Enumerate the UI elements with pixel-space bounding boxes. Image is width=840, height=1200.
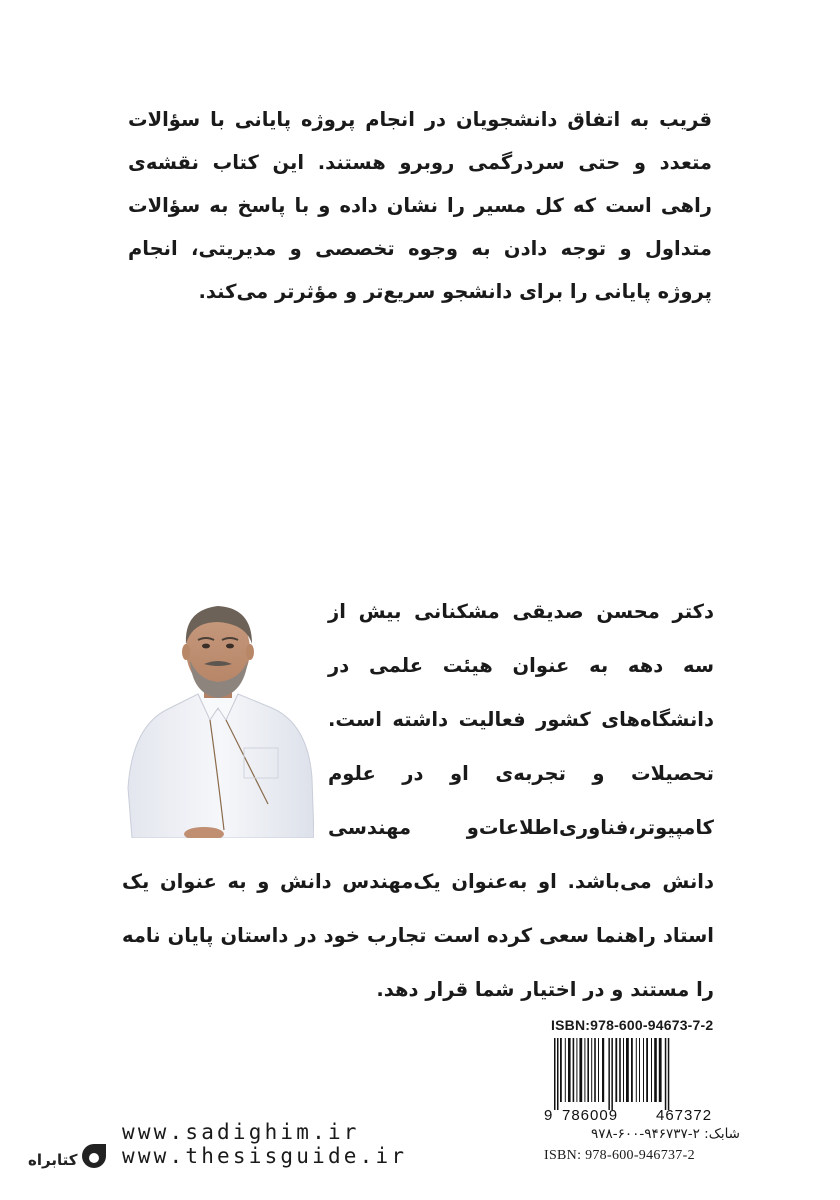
barcode-bar: [594, 1038, 596, 1102]
barcode-bar: [568, 1038, 571, 1102]
website-link-sadighim[interactable]: www.sadighim.ir: [122, 1120, 360, 1144]
isbn-label-top: ISBN:978-600-94673-7-2: [551, 1017, 714, 1033]
barcode-bar: [615, 1038, 617, 1102]
barcode-bar: [598, 1038, 599, 1102]
isbn-label-bottom: ISBN: 978-600-946737-2: [544, 1148, 695, 1163]
barcode-bar: [643, 1038, 644, 1102]
barcode-bar: [557, 1038, 559, 1110]
barcode-bar: [608, 1038, 610, 1110]
barcode-bar: [668, 1038, 670, 1110]
barcode-bar: [565, 1038, 566, 1102]
publisher-logo: [28, 1138, 124, 1182]
barcode-bar: [579, 1038, 582, 1102]
barcode-bar: [587, 1038, 589, 1102]
barcode-bar: [665, 1038, 667, 1110]
barcode-bar: [602, 1038, 604, 1102]
barcode-bar: [646, 1038, 648, 1102]
isbn-barcode: [540, 1036, 730, 1122]
barcode-bar: [659, 1038, 662, 1102]
author-photo: [126, 598, 314, 838]
publisher-name: کتابراه: [28, 1151, 78, 1169]
barcode-bar: [584, 1038, 585, 1102]
barcode-digits-group2: 467372: [656, 1107, 713, 1122]
barcode-bar: [623, 1038, 624, 1102]
website-link-thesisguide[interactable]: www.thesisguide.ir: [122, 1144, 408, 1168]
barcode-digit-prefix: 9: [544, 1107, 553, 1122]
barcode-image: [540, 1036, 730, 1122]
barcode-bar: [611, 1038, 613, 1110]
barcode-bar: [573, 1038, 575, 1102]
barcode-bar: [636, 1038, 637, 1102]
barcode-digits-group1: 786009: [562, 1107, 619, 1122]
barcode-bar: [626, 1038, 629, 1102]
barcode-bar: [619, 1038, 621, 1102]
barcode-bar: [591, 1038, 592, 1102]
barcode-bar: [651, 1038, 652, 1102]
barcode-bar: [554, 1038, 556, 1110]
barcode-bar: [560, 1038, 562, 1102]
barcode-bar: [576, 1038, 577, 1102]
author-portrait-illustration: [126, 598, 314, 838]
isbn-persian: شابک: ۲-۹۴۶۷۳۷-۶۰۰-۹۷۸: [590, 1126, 740, 1142]
ketabrah-logo-icon: [79, 1141, 109, 1179]
author-bio-text: دکتر محسن صدیقی مشکنانی بیش از سه دهه به عنوان هیئت علمی در دانشگاه‌های کشور فعالیت داشته است. تحصیلات و تجربه‌ی او در علوم کامپیوتر،فناوری‌اطلاعات‌و مهندسی دانش می‌باشد. او به‌عنوان یک‌مهندس دانش و به عنوان یک استاد راهنما سعی کرده است تجارب خود در داستان پایان نامه را مستند و در اختیار شما قرار دهد.: [122, 600, 714, 1001]
barcode-bar: [631, 1038, 633, 1102]
barcode-bar: [639, 1038, 640, 1102]
back-cover-blurb: قریب به اتفاق دانشجویان در انجام پروژه پایانی با سؤالات متعدد و حتی سردرگمی روبرو هستند. این کتاب نقشه‌ی راهی است که کل مسیر را نشان داده و با پاسخ به سؤالات متداول و توجه دادن به وجوه تخصصی و مدیریتی، انجام پروژه پایانی را برای دانشجو سریع‌تر و مؤثرتر می‌کند.: [128, 108, 712, 303]
barcode-bar: [654, 1038, 657, 1102]
